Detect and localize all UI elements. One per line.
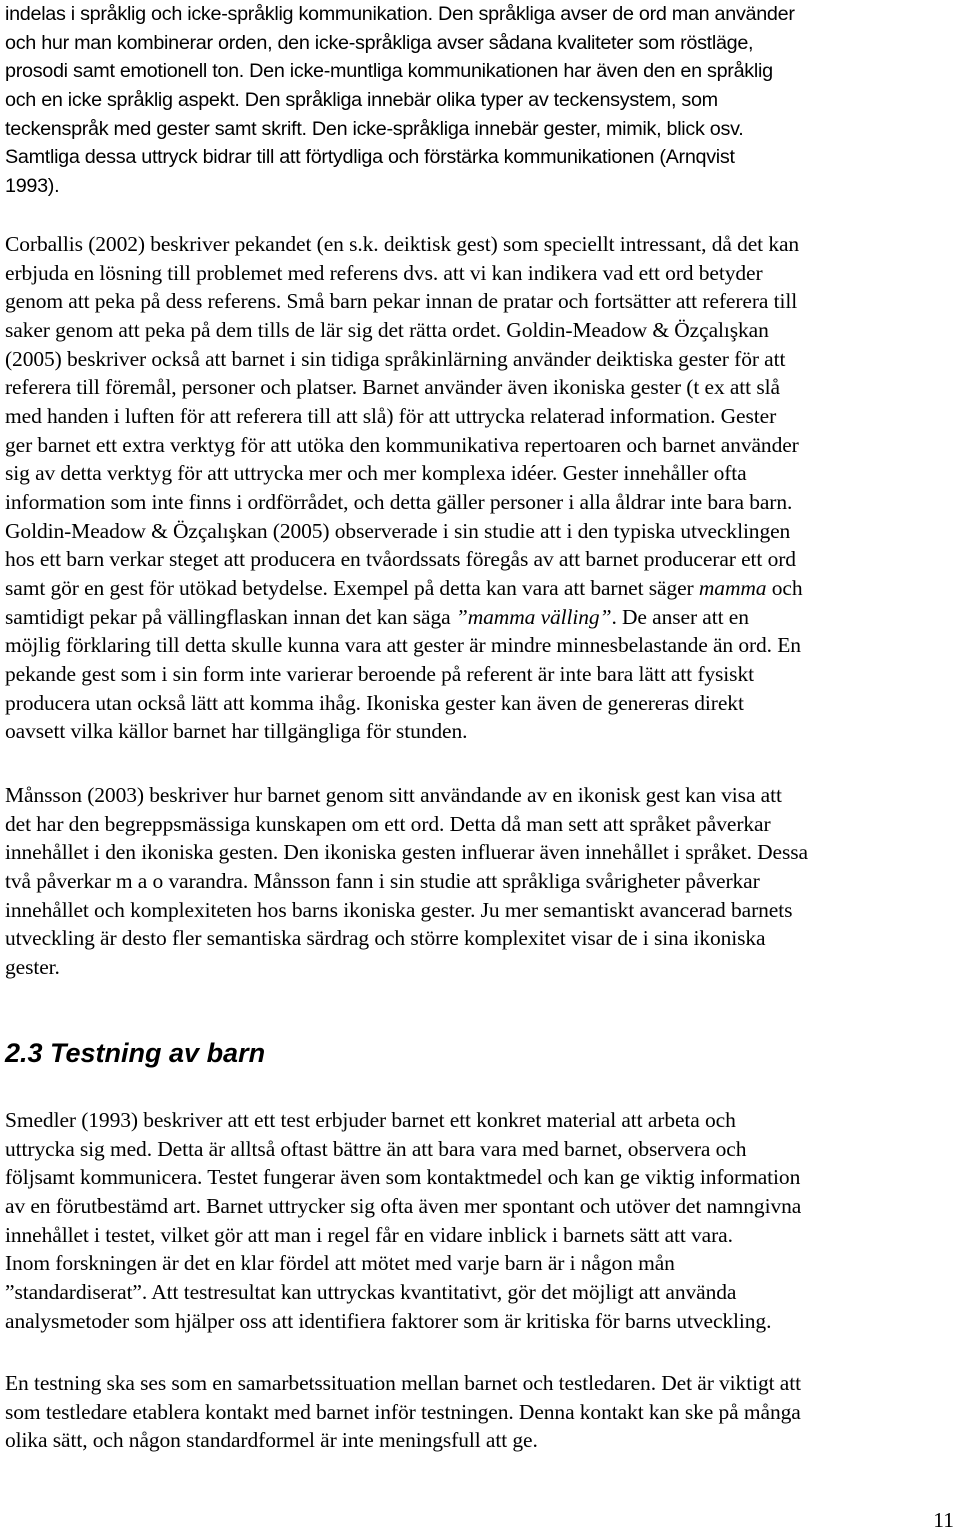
- paragraph-3-line: två påverkar m a o varandra. Månsson fann i sin studie att språkliga svårigheter påverkar: [5, 869, 760, 893]
- paragraph-2-line: Corballis (2002) beskriver pekandet (en s.k. deiktisk gest) som speciellt intressant, då det kan: [5, 232, 800, 256]
- paragraph-2-line: [5, 603, 960, 631]
- paragraph-4-line: ”standardiserat”. Att testresultat kan uttryckas kvantitativt, gör det möjligt att använda: [5, 1280, 737, 1304]
- paragraph-1-line: indelas i språklig och icke-språklig kommunikation. Den språkliga avser de ord man använder: [5, 3, 795, 25]
- paragraph-4-line: uttrycka sig med. Detta är alltså oftast bättre än att bara vara med barnet, observera och: [5, 1137, 747, 1161]
- paragraph-2-line: referera till föremål, personer och platser. Barnet använder även ikoniska gester (t ex att slå: [5, 375, 780, 399]
- paragraph-4-line: av en förutbestämd art. Barnet uttrycker sig ofta även mer spontant och utöver det namngivna: [5, 1194, 802, 1218]
- section-heading: 2.3 Testning av barn: [5, 1038, 266, 1068]
- paragraph-2-line: oavsett vilka källor barnet har tillgängliga för stunden.: [5, 719, 468, 743]
- paragraph-2-line: producera utan också lätt att komma ihåg. Ikoniska gester kan även de genereras direkt: [5, 691, 744, 715]
- paragraph-2-line: Goldin-Meadow & Özçalışkan (2005) observerade i sin studie att i den typiska utvecklingen: [5, 519, 791, 543]
- paragraph-5-line: En testning ska ses som en samarbetssituation mellan barnet och testledaren. Det är viktigt att: [5, 1371, 801, 1395]
- paragraph-1-line: och hur man kombinerar orden, den icke-språkliga avser sådana kvaliteter som röstläge,: [5, 32, 754, 54]
- line-tail: och: [771, 576, 803, 600]
- paragraph-2-line: möjlig förklaring till detta skulle kunna vara att gester är mindre minnesbelastande än ord. En: [5, 633, 801, 657]
- paragraph-5-line: som testledare etablera kontakt med barnet inför testningen. Denna kontakt kan ske på många: [5, 1400, 801, 1424]
- paragraph-3-line: utveckling är desto fler semantiska särdrag och större komplexitet visar de i sina ikoniska: [5, 926, 766, 950]
- paragraph-3-line: det har den begreppsmässiga kunskapen om ett ord. Detta då man sett att språket påverkar: [5, 812, 771, 836]
- paragraph-2-line: ger barnet ett extra verktyg för att utöka den kommunikativa repertoaren och barnet använder: [5, 433, 799, 457]
- paragraph-3-line: innehållet i den ikoniska gesten. Den ikoniska gesten influerar även innehållet i språket. Dessa: [5, 840, 808, 864]
- line-text: samtidigt pekar på vällingflaskan innan det kan säga: [5, 605, 451, 629]
- paragraph-2-line: genom att peka på dess referens. Små barn pekar innan de pratar och fortsätter att referera till: [5, 289, 798, 313]
- paragraph-2-line: [5, 574, 960, 602]
- paragraph-4-line: innehållet i testet, vilket gör att man i regel får en vidare inblick i barnets sätt att vara.: [5, 1223, 733, 1247]
- paragraph-1-line: 1993).: [5, 175, 60, 197]
- paragraph-2-line: hos ett barn verkar steget att producera en tvåordssats föregås av att barnet producerar ett ord: [5, 547, 796, 571]
- paragraph-4-line: följsamt kommunicera. Testet fungerar även som kontaktmedel och kan ge viktig information: [5, 1165, 801, 1189]
- line-tail: . De anser att en: [611, 605, 749, 629]
- italic-quote: ”mamma välling”: [455, 605, 612, 629]
- paragraph-3-line: innehållet och komplexiteten hos barns ikoniska gester. Ju mer semantiskt avancerad barnets: [5, 898, 793, 922]
- paragraph-1-line: teckenspråk med gester samt skrift. Den icke-språkliga innebär gester, mimik, blick osv.: [5, 118, 744, 140]
- italic-word: mamma: [698, 576, 767, 600]
- paragraph-4-line: Smedler (1993) beskriver att ett test erbjuder barnet ett konkret material att arbeta och: [5, 1108, 736, 1132]
- paragraph-1-line: och en icke språklig aspekt. Den språkliga innebär olika typer av teckensystem, som: [5, 89, 718, 111]
- paragraph-2-line: sig av detta verktyg för att uttrycka mer och mer komplexa idéer. Gester innehåller ofta: [5, 461, 747, 485]
- paragraph-4-line: Inom forskningen är det en klar fördel att mötet med varje barn är i någon mån: [5, 1251, 675, 1275]
- paragraph-2-line: saker genom att peka på dem tills de lär sig det rätta ordet. Goldin-Meadow & Özçalışkan: [5, 318, 769, 342]
- paragraph-1-line: prosodi samt emotionell ton. Den icke-muntliga kommunikationen har även den en språklig: [5, 60, 773, 82]
- paragraph-2-line: med handen i luften för att referera till att slå) för att uttrycka relaterad information. Gester: [5, 404, 777, 428]
- paragraph-3-line: Månsson (2003) beskriver hur barnet genom sitt användande av en ikonisk gest kan visa att: [5, 783, 782, 807]
- page-number: 11: [933, 1508, 954, 1532]
- line-text: samt gör en gest för utökad betydelse. Exempel på detta kan vara att barnet säger: [5, 576, 694, 600]
- paragraph-5-line: olika sätt, och någon standardformel är inte meningsfull att ge.: [5, 1428, 538, 1452]
- paragraph-1-line: Samtliga dessa uttryck bidrar till att förtydliga och förstärka kommunikationen (Arnqvist: [5, 146, 735, 168]
- paragraph-2-line: pekande gest som i sin form inte varierar beroende på referent är inte bara lätt att fysiskt: [5, 662, 754, 686]
- paragraph-4-line: analysmetoder som hjälper oss att identifiera faktorer som är kritiska för barns utveckling.: [5, 1309, 772, 1333]
- paragraph-2-line: erbjuda en lösning till problemet med referens dvs. att vi kan indikera vad ett ord betyder: [5, 261, 763, 285]
- paragraph-2-line: information som inte finns i ordförrådet, och detta gäller personer i alla åldrar inte bara barn.: [5, 490, 793, 514]
- paragraph-2-line: (2005) beskriver också att barnet i sin tidiga språkinlärning använder deiktiska gester för att: [5, 347, 786, 371]
- paragraph-3-line: gester.: [5, 955, 60, 979]
